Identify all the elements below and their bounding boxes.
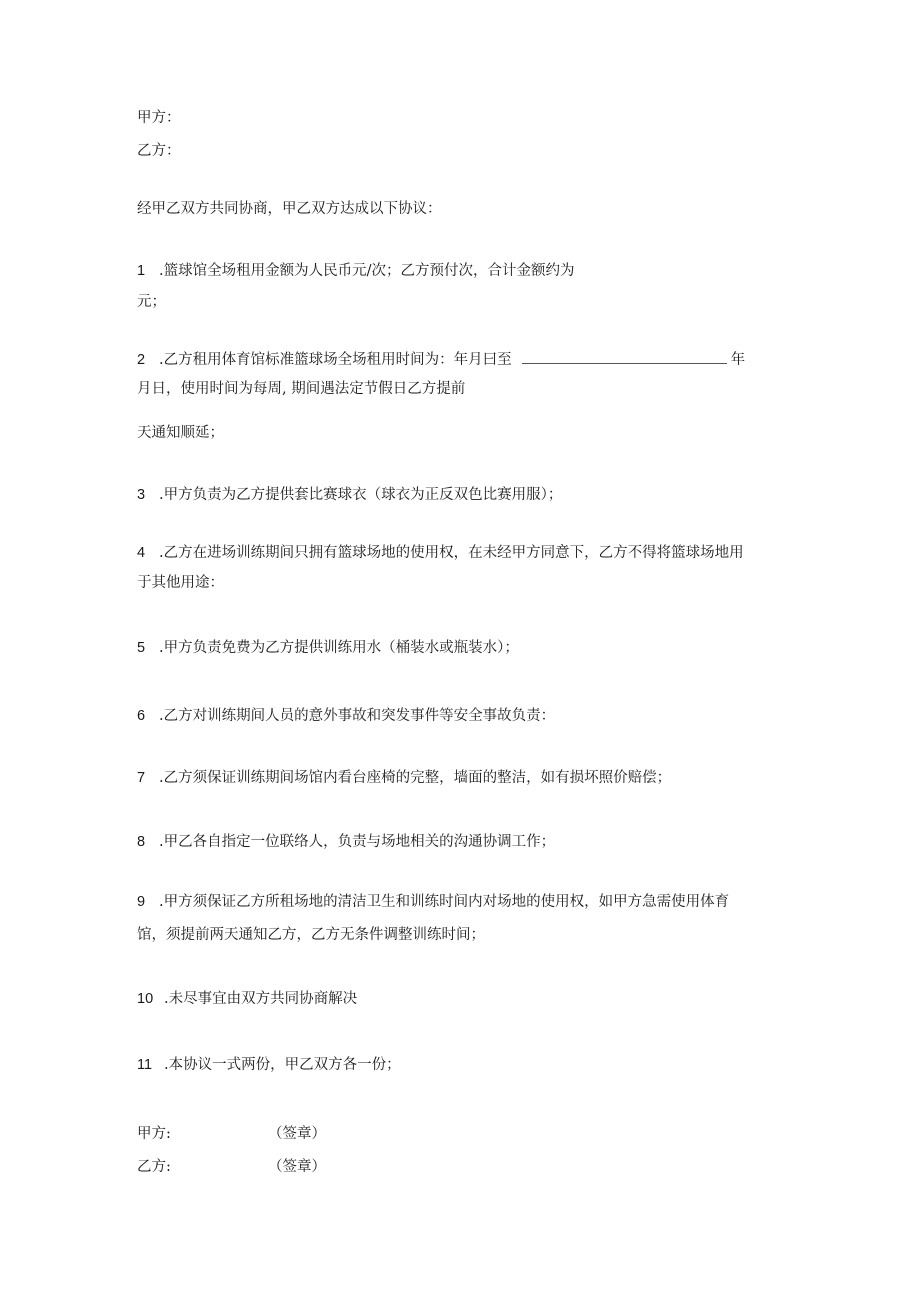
clause-text: .篮球馆全场租用金额为人民币元/次；乙方预付次，合计金额约为 bbox=[159, 263, 575, 279]
clause-number: 4 bbox=[137, 545, 146, 561]
clause-11 bbox=[137, 1055, 401, 1075]
clause-text: .甲乙各自指定一位联络人，负责与场地相关的沟通协调工作； bbox=[159, 834, 556, 850]
clause-text: .本协议一式两份，甲乙双方各一份； bbox=[164, 1057, 401, 1073]
clause-5 bbox=[137, 638, 519, 658]
clause-number: 9 bbox=[137, 894, 146, 910]
clause-4-continued: 于其他用途： bbox=[137, 575, 224, 591]
clause-text: .乙方在进场训练期间只拥有篮球场地的使用权，在未经甲方同意下，乙方不得将篮球场地用 bbox=[159, 545, 744, 561]
signature-party-a: 甲方: bbox=[137, 1126, 171, 1142]
clause-number: 8 bbox=[137, 834, 146, 850]
clause-9 bbox=[137, 892, 729, 912]
clause-text: .乙方对训练期间人员的意外事故和突发事件等安全事故负责： bbox=[159, 708, 556, 724]
clause-text: .甲方须保证乙方所租场地的清洁卫生和训练时间内对场地的使用权，如甲方急需使用体育 bbox=[159, 894, 730, 910]
clause-number: 2 bbox=[137, 352, 146, 368]
party-a-label: 甲方： bbox=[137, 110, 181, 126]
clause-number: 6 bbox=[137, 708, 146, 724]
clause-text: .甲方负责免费为乙方提供训练用水（桶装水或瓶装水）； bbox=[159, 640, 519, 656]
clause-2-continued: 月日，使用时间为每周, 期间遇法定节假日乙方提前 bbox=[137, 381, 466, 397]
clause-7 bbox=[137, 768, 671, 788]
clause-9-continued: 馆，须提前两天通知乙方，乙方无条件调整训练时间； bbox=[137, 927, 485, 943]
signature-seal-a: （签章） bbox=[268, 1126, 326, 1142]
signature-party-b: 乙方: bbox=[137, 1159, 171, 1175]
clause-6 bbox=[137, 706, 555, 726]
fill-in-blank-line bbox=[522, 350, 727, 364]
clause-number: 3 bbox=[137, 487, 146, 503]
clause-1 bbox=[137, 261, 575, 281]
clause-3 bbox=[137, 485, 562, 505]
intro-paragraph: 经甲乙双方共同协商，甲乙双方达成以下协议： bbox=[137, 201, 442, 217]
clause-number: 10 bbox=[137, 991, 154, 1007]
clause-number: 7 bbox=[137, 770, 146, 786]
clause-text: .乙方须保证训练期间场馆内看台座椅的完整，墙面的整洁，如有损坏照价赔偿； bbox=[159, 770, 672, 786]
clause-text: .乙方租用体育馆标准篮球场全场租用时间为：年月曰至 bbox=[159, 352, 512, 368]
clause-text: 年 bbox=[730, 352, 746, 368]
signature-seal-b: （签章） bbox=[268, 1159, 326, 1175]
clause-text: .未尽事宜由双方共同协商解决 bbox=[164, 991, 358, 1007]
clause-2-continued: 天通知顺延； bbox=[137, 425, 224, 441]
clause-text: .甲方负责为乙方提供套比赛球衣（球衣为正反双色比赛用服）； bbox=[159, 487, 563, 503]
clause-4 bbox=[137, 543, 744, 563]
clause-number: 11 bbox=[137, 1057, 153, 1073]
clause-number: 5 bbox=[137, 640, 146, 656]
clause-1-continued: 元； bbox=[137, 294, 166, 310]
clause-number: 1 bbox=[137, 263, 146, 279]
clause-8 bbox=[137, 832, 555, 852]
clause-10 bbox=[137, 989, 357, 1009]
clause-2 bbox=[137, 350, 745, 370]
party-b-label: 乙方： bbox=[137, 143, 181, 159]
